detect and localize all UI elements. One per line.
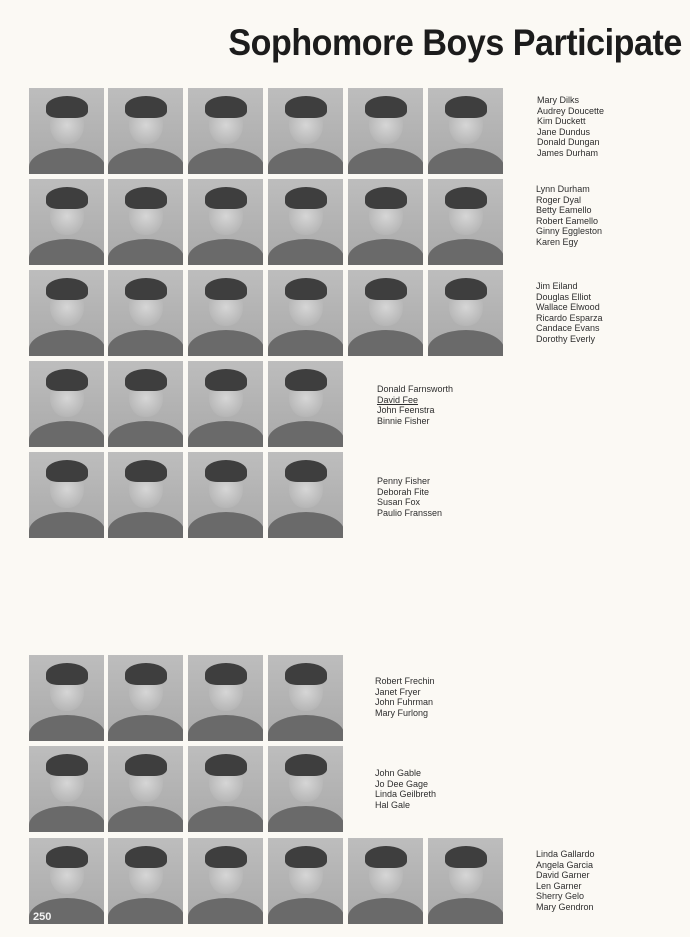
student-name: Robert Eamello (536, 215, 599, 226)
student-name: Binnie Fisher (377, 415, 430, 426)
name-list (537, 95, 604, 158)
portrait-photo (29, 746, 104, 832)
name-list (536, 184, 602, 247)
portrait-photo (268, 655, 343, 741)
portrait-photo (268, 361, 343, 447)
name-list (375, 768, 436, 810)
portrait-photo (268, 270, 343, 356)
student-name: David Fee (377, 394, 419, 405)
portrait-photo (188, 838, 263, 924)
student-name: David Garner (536, 870, 590, 880)
student-name: John Feenstra (377, 405, 435, 415)
portrait-photo (108, 838, 183, 924)
portrait-photo (29, 270, 104, 356)
portrait-photo (188, 452, 263, 538)
student-name: Angela Garcia (536, 859, 594, 870)
student-name: Linda Geilbreth (375, 789, 437, 799)
student-name: Jane Dundus (537, 126, 591, 137)
portrait-photo (29, 655, 104, 741)
student-name: Mary Furlong (375, 707, 429, 718)
student-name: Robert Frechin (375, 676, 435, 686)
name-list (536, 281, 603, 344)
portrait-photo (268, 838, 343, 924)
portrait-photo (268, 88, 343, 174)
student-name: Janet Fryer (375, 686, 421, 697)
portrait-photo (29, 88, 104, 174)
student-name: Hal Gale (375, 799, 411, 810)
portrait-photo (428, 179, 503, 265)
student-name: John Gable (375, 768, 422, 778)
portrait-photo (108, 655, 183, 741)
portrait-photo (348, 838, 423, 924)
portrait-photo (108, 452, 183, 538)
student-name: Linda Gallardo (536, 849, 595, 859)
student-name: Douglas Elliot (536, 291, 592, 302)
student-name: Candace Evans (536, 323, 600, 333)
student-name: Lynn Durham (536, 184, 590, 194)
portrait-photo (108, 746, 183, 832)
student-name: Sherry Gelo (536, 891, 585, 901)
portrait-photo (108, 361, 183, 447)
portrait-photo (428, 88, 503, 174)
portrait-photo (428, 270, 503, 356)
student-name: Kim Duckett (537, 116, 586, 126)
portrait-photo (348, 88, 423, 174)
portrait-photo (348, 270, 423, 356)
student-name: Karen Egy (536, 236, 579, 247)
portrait-photo (29, 361, 104, 447)
portrait-photo (188, 179, 263, 265)
student-name: Ginny Eggleston (536, 226, 603, 236)
student-name: Susan Fox (377, 497, 421, 507)
student-name: Wallace Elwood (536, 302, 600, 312)
name-list (377, 476, 442, 518)
name-list (375, 676, 435, 718)
portrait-photo (268, 452, 343, 538)
portrait-photo (268, 746, 343, 832)
student-name: Jo Dee Gage (375, 778, 429, 789)
portrait-photo (108, 88, 183, 174)
student-name: Mary Dilks (537, 95, 579, 105)
student-name: Donald Dungan (537, 137, 600, 147)
portrait-photo (188, 361, 263, 447)
student-name: Deborah Fite (377, 486, 430, 497)
portrait-photo (29, 179, 104, 265)
student-name: James Durham (537, 147, 599, 158)
student-name: Len Garner (536, 880, 582, 891)
student-name: Audrey Doucette (537, 105, 605, 116)
portrait-photo (188, 270, 263, 356)
portrait-photo (188, 655, 263, 741)
student-name: Penny Fisher (377, 476, 431, 486)
portrait-photo (108, 270, 183, 356)
portrait-photo (188, 88, 263, 174)
student-name: Ricardo Esparza (536, 312, 603, 323)
portrait-photo (268, 179, 343, 265)
student-name: Jim Eiland (536, 281, 578, 291)
student-name: Donald Farnsworth (377, 384, 454, 394)
portrait-photo (108, 179, 183, 265)
portrait-photo (29, 452, 104, 538)
student-name: John Fuhrman (375, 697, 434, 707)
name-list (536, 849, 595, 912)
page-number: 250 (33, 911, 52, 923)
student-name: Dorothy Everly (536, 333, 596, 344)
portrait-photo (428, 838, 503, 924)
portrait-photo (348, 179, 423, 265)
student-name: Roger Dyal (536, 194, 582, 205)
student-name: Paulio Franssen (377, 507, 443, 518)
student-name: Mary Gendron (536, 901, 594, 912)
page-title: Sophomore Boys Participate (228, 22, 682, 63)
name-list (377, 384, 453, 426)
student-name: Betty Eamello (536, 205, 592, 215)
portrait-photo (188, 746, 263, 832)
